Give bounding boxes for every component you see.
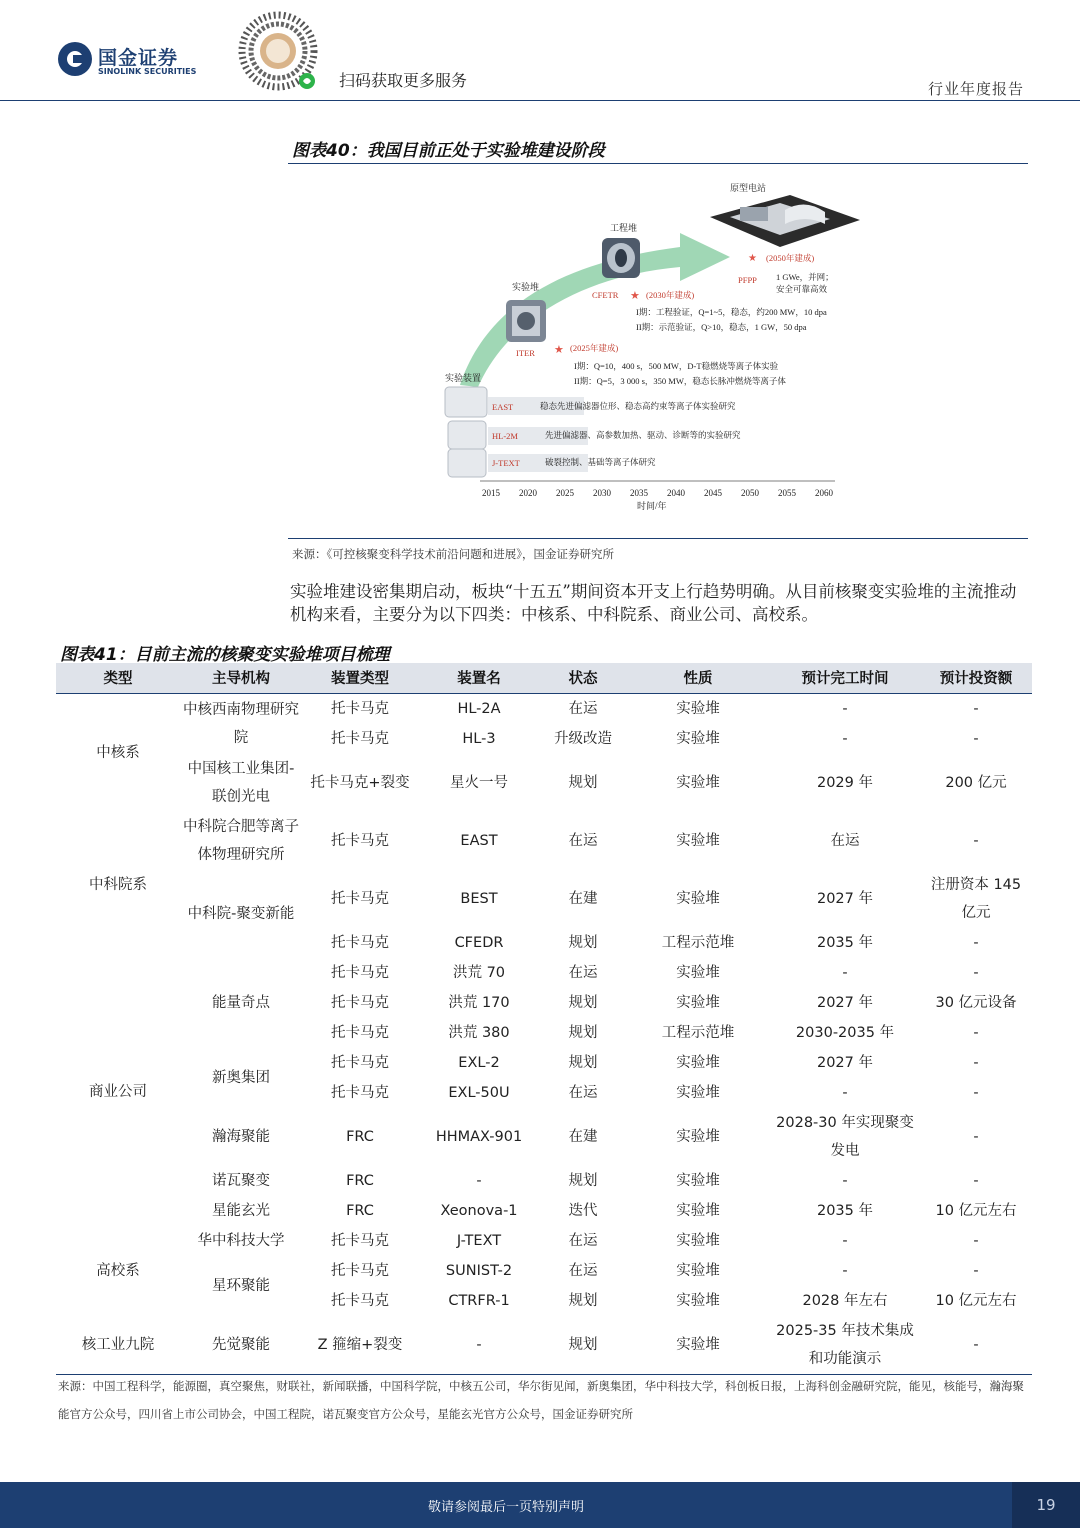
table-cell: 实验堆 <box>676 730 720 747</box>
table-cell: 实验堆 <box>676 1172 720 1189</box>
table-cell: 在运 <box>568 1232 598 1249</box>
table-row <box>56 1226 1032 1256</box>
timeline-tick-label: 2030 <box>593 488 611 498</box>
table-cell: - <box>973 1024 979 1041</box>
iter-label: ITER <box>516 348 535 358</box>
type-cell: 中科院系 <box>89 876 147 893</box>
org-cell: 先觉聚能 <box>180 1316 302 1375</box>
table-row <box>56 1048 1032 1078</box>
table-cell: 托卡马克 <box>331 1054 389 1071</box>
table-cell: - <box>973 1262 979 1279</box>
table-cell: 2035 年 <box>816 934 873 951</box>
table-cell: 在运 <box>830 832 860 849</box>
header-cell: 预计投资额 <box>920 663 1032 693</box>
table-cell: EAST <box>460 832 498 849</box>
jtext-desc: 破裂控制、基础等离子体研究 <box>545 457 656 467</box>
logo-cn-text: 国金证券 <box>98 47 179 69</box>
table-cell: 实验堆 <box>676 1128 720 1145</box>
table-cell: Z 箍缩+裂变 <box>302 1316 418 1375</box>
page-number: 19 <box>1012 1482 1080 1528</box>
cfetr-desc-2: II期：示范验证，Q>10，稳态，1 GW，50 dpa <box>636 322 807 332</box>
table-cell: - <box>842 1172 848 1189</box>
table-cell: HL-2A <box>457 700 501 717</box>
table-cell: EXL-2 <box>458 1054 500 1071</box>
table-cell: 2035 年 <box>816 1202 873 1219</box>
table-cell: 托卡马克 <box>331 700 389 717</box>
table-cell: 2027 年 <box>816 994 873 1011</box>
table-cell: 实验堆 <box>676 1054 720 1071</box>
table-cell: - <box>973 1054 979 1071</box>
table-row <box>56 1108 1032 1166</box>
timeline-tick-label: 2055 <box>778 488 796 498</box>
table-cell: 规划 <box>568 934 598 951</box>
table-cell: - <box>842 1262 848 1279</box>
sinolink-logo <box>58 42 208 82</box>
table-cell: 托卡马克 <box>331 1262 389 1279</box>
table-cell: 在运 <box>568 1262 598 1279</box>
table-cell: 实验堆 <box>626 1316 770 1375</box>
table-cell: 托卡马克 <box>331 1084 389 1101</box>
table-cell: BEST <box>460 890 498 907</box>
iter-desc-2: II期：Q=5，3 000 s，350 MW，稳态长脉冲燃烧等离子体 <box>574 376 786 386</box>
header-cell: 类型 <box>56 663 180 693</box>
table-cell: EXL-50U <box>448 1084 510 1101</box>
table-cell: FRC <box>346 1172 374 1189</box>
table-cell: 实验堆 <box>676 774 720 791</box>
table-cell: HHMAX-901 <box>435 1128 523 1145</box>
table-cell: 在运 <box>568 964 598 981</box>
page-header <box>0 0 1080 101</box>
org-cell: 中科院合肥等离子体物理研究所 <box>183 818 299 863</box>
report-type: 行业年度报告 <box>927 80 1024 98</box>
hl2m-desc: 先进偏滤器、高参数加热、驱动、诊断等的实验研究 <box>545 430 741 440</box>
table-cell: 实验堆 <box>676 994 720 1011</box>
table-cell: - <box>842 700 848 717</box>
timeline-tick-label: 2060 <box>815 488 833 498</box>
table-cell: CTRFR-1 <box>448 1292 510 1309</box>
header-cell: 装置名 <box>418 663 540 693</box>
table-header-row <box>56 663 1032 693</box>
table-cell: 10 亿元左右 <box>935 1202 1017 1219</box>
table-cell: 实验堆 <box>676 1292 720 1309</box>
logo-en-text: SINOLINK SECURITIES <box>98 67 197 76</box>
org-cell: 中国核工业集团-联创光电 <box>187 760 295 805</box>
header-cell: 主导机构 <box>180 663 302 693</box>
east-label: EAST <box>492 402 514 412</box>
table-cell: - <box>920 1316 1032 1375</box>
timeline-tick-label: 2035 <box>630 488 648 498</box>
east-row <box>445 387 736 417</box>
table-cell: 2027 年 <box>816 1054 873 1071</box>
timeline-ticks <box>482 488 834 498</box>
table-cell: 规划 <box>568 1024 598 1041</box>
fusion-projects-table <box>56 663 1032 1375</box>
table-cell: 托卡马克 <box>331 1292 389 1309</box>
table-cell: 实验堆 <box>676 890 720 907</box>
table-cell: 工程示范堆 <box>661 934 735 951</box>
table-cell: 2025-35 年技术集成和功能演示 <box>770 1316 920 1375</box>
qr-caption: 扫码获取更多服务 <box>339 71 468 90</box>
table-cell: 实验堆 <box>676 1262 720 1279</box>
table-cell: - <box>418 1316 540 1375</box>
org-cell: 瀚海聚能 <box>212 1128 270 1145</box>
logo-mark-icon <box>58 42 92 76</box>
table-cell: 2028-30 年实现聚变发电 <box>776 1114 914 1159</box>
table-cell: 在运 <box>568 1084 598 1101</box>
table-cell: HL-3 <box>462 730 496 747</box>
timeline-tick-label: 2020 <box>519 488 537 498</box>
pfpp-star-icon: ★ <box>748 253 757 264</box>
table-cell: - <box>973 700 979 717</box>
table-cell: - <box>973 1232 979 1249</box>
hl2m-label: HL-2M <box>492 431 518 441</box>
engineering-reactor-image <box>602 238 640 278</box>
table-cell: 规划 <box>568 1292 598 1309</box>
table-row <box>56 958 1032 988</box>
pfpp-year: (2050年建成) <box>766 253 815 263</box>
table-cell: 规划 <box>568 994 598 1011</box>
type-cell: 中核系 <box>96 744 140 761</box>
table-cell: - <box>842 1232 848 1249</box>
iter-desc-1: I期：Q=10，400 s，500 MW，D-T稳燃烧等离子体实验 <box>574 361 779 371</box>
timeline-tick-label: 2050 <box>741 488 759 498</box>
cfetr-year: (2030年建成) <box>646 290 695 300</box>
table-cell: FRC <box>346 1128 374 1145</box>
table-cell: 升级改造 <box>554 730 612 747</box>
table-cell: 在建 <box>568 890 598 907</box>
table-cell: 托卡马克 <box>331 832 389 849</box>
jtext-label: J-TEXT <box>492 458 520 468</box>
table-row <box>56 1166 1032 1196</box>
figure-40-top-rule <box>288 163 1028 164</box>
table-cell: 托卡马克 <box>331 994 389 1011</box>
table-cell: Xeonova-1 <box>440 1202 518 1219</box>
body-paragraph: 实验堆建设密集期启动，板块“十五五”期间资本开支上行趋势明确。从目前核聚变实验堆的主流推动机构来看，主要分为以下四类：中核系、中科院系、商业公司、高校系。 <box>290 582 1017 624</box>
page-footer <box>0 1482 1080 1528</box>
table-cell: 200 亿元 <box>945 774 1007 791</box>
table-cell: 规划 <box>568 774 598 791</box>
table-cell: 洪荒 380 <box>448 1024 510 1041</box>
table-cell: - <box>842 730 848 747</box>
table-cell: - <box>973 1128 979 1145</box>
header-cell: 装置类型 <box>302 663 418 693</box>
experimental-reactor-image <box>506 300 546 342</box>
table-cell: 洪荒 170 <box>448 994 510 1011</box>
table-cell: 30 亿元设备 <box>935 994 1017 1011</box>
figure-40-source: 来源：《可控核聚变科学技术前沿问题和进展》，国金证券研究所 <box>292 547 614 561</box>
table-row <box>56 754 1032 812</box>
pfpp-desc-2: 安全可靠高效 <box>776 284 828 294</box>
org-cell: 星环聚能 <box>212 1277 270 1294</box>
table-cell: 在运 <box>568 832 598 849</box>
prototype-label: 原型电站 <box>730 183 767 193</box>
experimental-device-label: 实验装置 <box>445 373 482 383</box>
org-cell: 中科院-聚变新能 <box>187 905 295 922</box>
table-row <box>56 693 1032 724</box>
table-cell: 实验堆 <box>676 700 720 717</box>
table-cell: 托卡马克 <box>331 1024 389 1041</box>
table-cell: 托卡马克 <box>331 890 389 907</box>
timeline-tick-label: 2045 <box>704 488 722 498</box>
type-cell: 核工业九院 <box>56 1316 180 1375</box>
table-cell: 托卡马克 <box>331 730 389 747</box>
pfpp-label: PFPP <box>738 275 757 285</box>
table-cell: 托卡马克 <box>331 934 389 951</box>
jtext-row <box>448 449 656 477</box>
cfetr-star-icon: ★ <box>630 290 640 302</box>
table-cell: 在运 <box>568 700 598 717</box>
table-cell: - <box>973 964 979 981</box>
header-cell: 性质 <box>626 663 770 693</box>
table-cell: - <box>973 1172 979 1189</box>
type-cell: 商业公司 <box>89 1083 147 1100</box>
table-cell: J-TEXT <box>456 1232 502 1249</box>
table-cell: 2027 年 <box>816 890 873 907</box>
table-cell: 实验堆 <box>676 832 720 849</box>
table-cell: - <box>973 934 979 951</box>
figure-40-bottom-rule <box>288 538 1028 539</box>
iter-star-icon: ★ <box>554 344 564 356</box>
hl2m-row <box>448 421 741 449</box>
table-row <box>56 1196 1032 1226</box>
table-row <box>56 870 1032 928</box>
figure-40-title: 图表40：我国目前正处于实验堆建设阶段 <box>292 141 605 161</box>
org-cell: 华中科技大学 <box>197 1232 285 1249</box>
fusion-roadmap-diagram <box>440 175 900 520</box>
table-cell: 规划 <box>568 1172 598 1189</box>
table-cell: 迭代 <box>568 1202 598 1219</box>
header-cell: 预计完工时间 <box>770 663 920 693</box>
timeline-tick-label: 2025 <box>556 488 574 498</box>
table-cell: - <box>973 730 979 747</box>
cfetr-label: CFETR <box>592 290 619 300</box>
table-cell: - <box>842 964 848 981</box>
table-cell: - <box>842 1084 848 1101</box>
iter-year: (2025年建成) <box>570 343 619 353</box>
table-row <box>56 1316 1032 1375</box>
table-cell: SUNIST-2 <box>445 1262 513 1279</box>
table-cell: 托卡马克 <box>331 1232 389 1249</box>
table-cell: 2029 年 <box>816 774 873 791</box>
cfetr-desc-1: I期：工程验证，Q=1~5，稳态，约200 MW，10 dpa <box>636 307 827 317</box>
table-cell: - <box>973 1084 979 1101</box>
org-cell: 能量奇点 <box>212 994 270 1011</box>
table-cell: 规划 <box>540 1316 626 1375</box>
table-row <box>56 812 1032 870</box>
table-cell: CFEDR <box>454 934 504 951</box>
table-cell: 托卡马克+裂变 <box>310 774 410 791</box>
prototype-plant-image <box>710 195 860 247</box>
table-cell: - <box>973 832 979 849</box>
table-cell: 2028 年左右 <box>802 1292 888 1309</box>
table-cell: 工程示范堆 <box>661 1024 735 1041</box>
table-row <box>56 1256 1032 1286</box>
table-cell: FRC <box>346 1202 374 1219</box>
table-cell: 实验堆 <box>676 1202 720 1219</box>
east-desc: 稳态先进偏滤器位形、稳态高约束等离子体实验研究 <box>540 401 736 411</box>
table-cell: 星火一号 <box>450 774 508 791</box>
table-cell: 2030-2035 年 <box>795 1024 895 1041</box>
timeline-axis-title: 时间/年 <box>637 501 667 511</box>
org-cell: 星能玄光 <box>212 1202 270 1219</box>
table-cell: 10 亿元左右 <box>935 1292 1017 1309</box>
table-cell: 注册资本 145 亿元 <box>930 876 1022 921</box>
figure-41-title: 图表41：目前主流的核聚变实验堆项目梳理 <box>60 645 390 665</box>
qr-code-icon <box>236 8 320 94</box>
figure-41-source: 来源：中国工程科学，能源圈，真空聚焦，财联社，新闻联播，中国科学院，中核五公司，华尔街见闻，新奥集团，华中科技大学，科创板日报，上海科创金融研究院，能见，核能号，瀚海聚能官方公众号，四川省上市公司协会，中国工程院，诺瓦聚变官方公众号，星能玄光官方公众号，国金证券研究所 <box>58 1379 1024 1421</box>
table-cell: 实验堆 <box>676 1232 720 1249</box>
type-cell: 高校系 <box>96 1262 140 1279</box>
experimental-reactor-label: 实验堆 <box>512 282 540 292</box>
table-cell: 托卡马克 <box>331 964 389 981</box>
table-cell: 实验堆 <box>676 1084 720 1101</box>
timeline-tick-label: 2015 <box>482 488 500 498</box>
engineering-label: 工程堆 <box>610 223 638 233</box>
org-cell: 中核西南物理研究院 <box>183 701 299 746</box>
org-cell: 新奥集团 <box>212 1069 270 1086</box>
table-cell: - <box>476 1172 482 1189</box>
header-cell: 状态 <box>540 663 626 693</box>
table-cell: 规划 <box>568 1054 598 1071</box>
org-cell: 诺瓦聚变 <box>212 1172 270 1189</box>
table-cell: 洪荒 70 <box>452 964 506 981</box>
table-cell: 在建 <box>568 1128 598 1145</box>
table-cell: 实验堆 <box>676 964 720 981</box>
timeline-tick-label: 2040 <box>667 488 685 498</box>
pfpp-desc-1: 1 GWe，并网； <box>776 272 834 282</box>
footer-disclaimer: 敬请参阅最后一页特别声明 <box>427 1500 584 1515</box>
